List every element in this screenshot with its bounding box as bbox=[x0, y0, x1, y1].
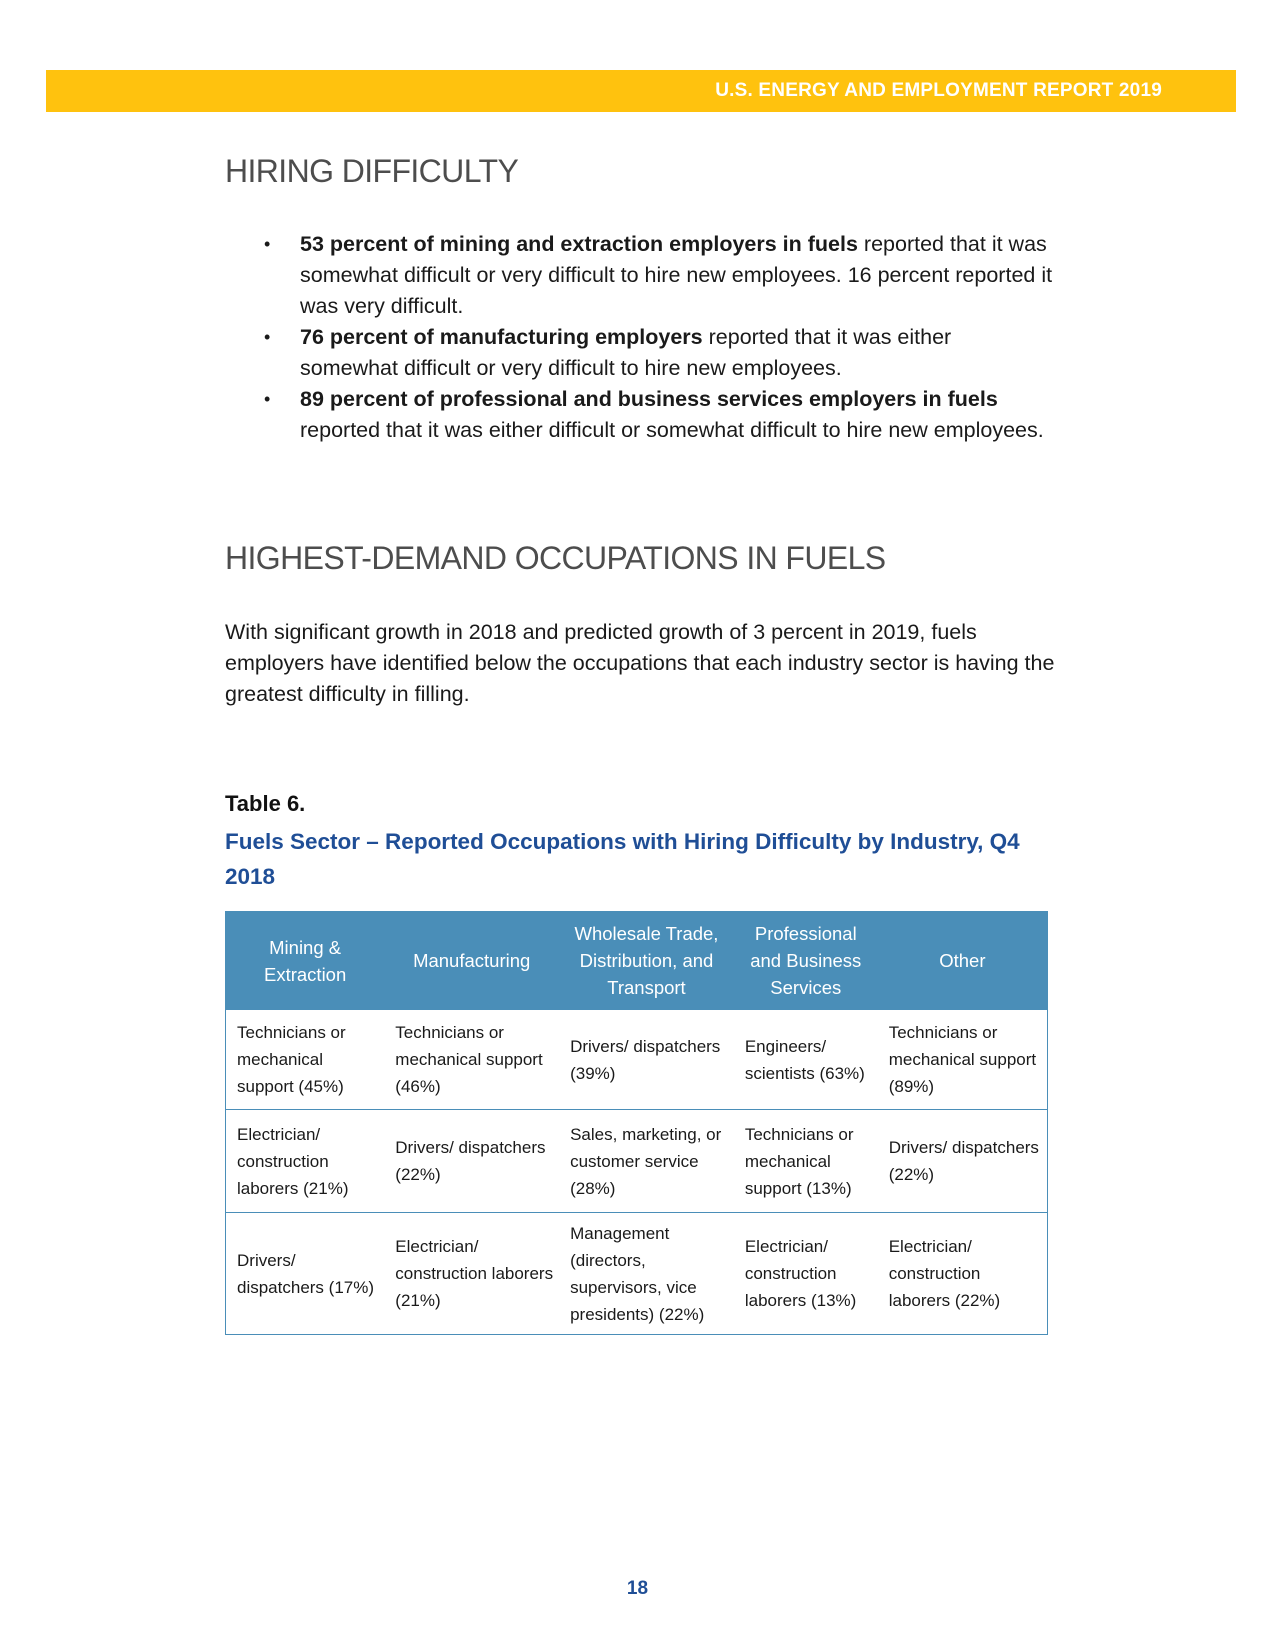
column-header: Wholesale Trade, Distribution, and Transport bbox=[559, 910, 734, 1011]
table-cell: Drivers/ dispatchers (17%) bbox=[226, 1213, 385, 1335]
table-label: Table 6. bbox=[225, 791, 306, 816]
table-cell: Electrician/ construction laborers (21%) bbox=[226, 1110, 385, 1213]
bullet-bold-text: 53 percent of mining and extraction employers in fuels bbox=[300, 232, 858, 256]
table-cell: Management (directors, supervisors, vice presidents) (22%) bbox=[559, 1213, 734, 1335]
table-cell: Technicians or mechanical support (13%) bbox=[734, 1110, 878, 1213]
bullet-text: reported that it was somewhat difficult or very difficult to hire new employees. 16 percent reported it was very difficult. bbox=[300, 232, 1053, 318]
table-cell: Electrician/ construction laborers (21%) bbox=[384, 1213, 559, 1335]
table-row bbox=[226, 1213, 1048, 1335]
table-cell: Electrician/ construction laborers (13%) bbox=[734, 1213, 878, 1335]
bullet-icon: • bbox=[264, 389, 271, 409]
table-cell: Sales, marketing, or customer service (28%) bbox=[559, 1110, 734, 1213]
demand-intro-paragraph: With significant growth in 2018 and predicted growth of 3 percent in 2019, fuels employers have identified below the occupations that each industry sector is having the greatest difficulty in filling. bbox=[225, 620, 1055, 706]
list-item bbox=[225, 384, 1055, 446]
bullet-text: reported that it was either difficult or somewhat difficult to hire new employees. bbox=[300, 418, 1044, 442]
list-item bbox=[225, 322, 1055, 384]
bullet-text: reported that it was either somewhat difficult or very difficult to hire new employees. bbox=[300, 325, 952, 380]
bullet-bold-text: 76 percent of manufacturing employers bbox=[300, 325, 703, 349]
table-row bbox=[226, 1010, 1048, 1110]
occupations-table bbox=[225, 908, 1048, 1335]
table-cell: Technicians or mechanical support (45%) bbox=[226, 1010, 385, 1110]
list-item bbox=[225, 229, 1055, 322]
hiring-difficulty-heading: HIRING DIFFICULTY bbox=[225, 153, 519, 189]
bullet-icon: • bbox=[264, 327, 271, 347]
page-number: 18 bbox=[626, 1578, 649, 1599]
hiring-bullet-list bbox=[225, 229, 1055, 446]
column-header: Mining & Extraction bbox=[226, 910, 385, 1011]
table-cell: Drivers/ dispatchers (39%) bbox=[559, 1010, 734, 1110]
table-cell: Technicians or mechanical support (89%) bbox=[878, 1010, 1048, 1110]
table-cell: Drivers/ dispatchers (22%) bbox=[878, 1110, 1048, 1213]
column-header: Manufacturing bbox=[384, 910, 559, 1011]
report-title: U.S. ENERGY AND EMPLOYMENT REPORT 2019 bbox=[715, 80, 1162, 101]
highest-demand-heading: HIGHEST-DEMAND OCCUPATIONS IN FUELS bbox=[225, 540, 886, 576]
table-cell: Technicians or mechanical support (46%) bbox=[384, 1010, 559, 1110]
table-cell: Engineers/ scientists (63%) bbox=[734, 1010, 878, 1110]
table-title: Fuels Sector – Reported Occupations with Hiring Difficulty by Industry, Q4 2018 bbox=[225, 829, 1020, 889]
report-header-band bbox=[46, 70, 1236, 112]
bullet-icon: • bbox=[264, 234, 271, 254]
table-cell: Electrician/ construction laborers (22%) bbox=[878, 1213, 1048, 1335]
column-header: Other bbox=[878, 910, 1048, 1011]
table-cell: Drivers/ dispatchers (22%) bbox=[384, 1110, 559, 1213]
table-header-row bbox=[226, 910, 1048, 1011]
column-header: Professional and Business Services bbox=[734, 910, 878, 1011]
table-row bbox=[226, 1110, 1048, 1213]
bullet-bold-text: 89 percent of professional and business services employers in fuels bbox=[300, 387, 998, 411]
